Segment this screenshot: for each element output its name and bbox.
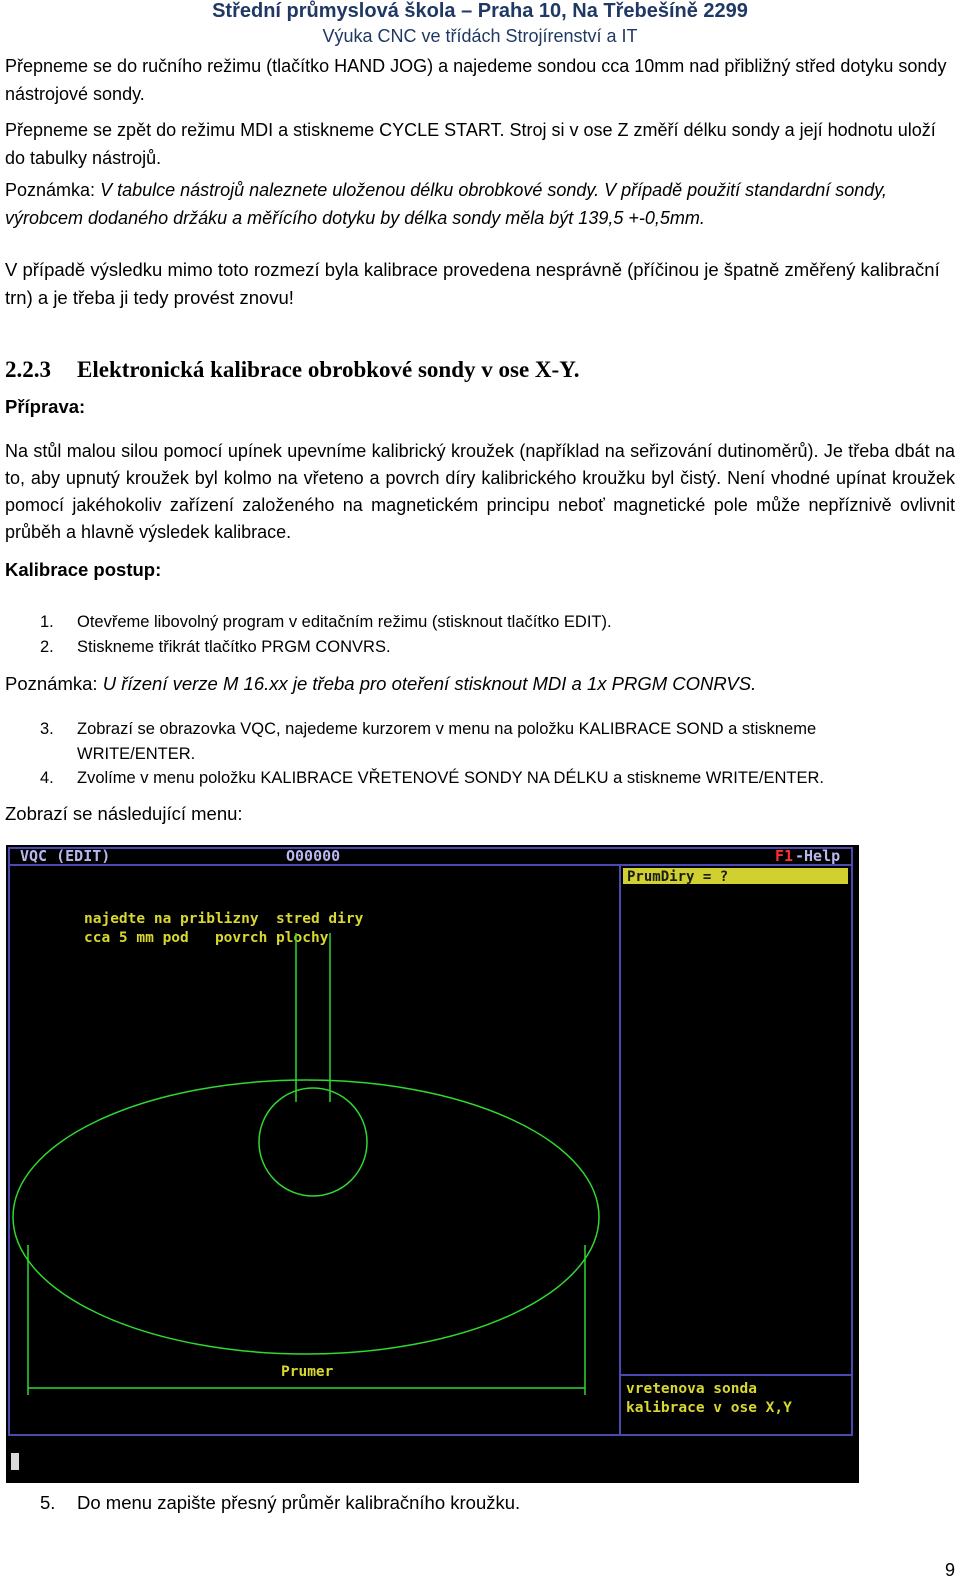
prep-heading: Příprava: — [5, 396, 86, 417]
menu-intro: Zobrazí se následující menu: — [5, 803, 243, 824]
list-item — [40, 1490, 930, 1515]
procedure-heading: Kalibrace postup: — [5, 559, 162, 580]
list-number: 4. — [40, 769, 54, 787]
instruction-line-2: cca 5 mm pod povrch plochy — [84, 930, 329, 946]
list-text: Zobrazí se obrazovka VQC, najedeme kurzorem v menu na položku KALIBRACE SOND a stiskneme WRITE/ENTER. — [77, 720, 817, 763]
info-line-2: kalibrace v ose X,Y — [626, 1400, 792, 1416]
list-number: 3. — [40, 720, 54, 738]
list-text: Stiskneme třikrát tlačítko PRGM CONVRS. — [77, 638, 391, 656]
dimension-label: Prumer — [281, 1364, 334, 1380]
program-number: O00000 — [286, 847, 341, 865]
section-title: Elektronická kalibrace obrobkové sondy v ose X-Y. — [77, 357, 580, 382]
help-key: F1 — [775, 847, 794, 865]
help-label: -Help — [795, 847, 841, 865]
paragraph-hand-jog: Přepneme se do ručního režimu (tlačítko HAND JOG) a najedeme sondou cca 10mm nad přibližný střed dotyku sondy nástrojové sondy. — [5, 56, 947, 104]
list-text: Do menu zapište přesný průměr kalibračního kroužku. — [77, 1492, 521, 1513]
school-header: Střední průmyslová škola – Praha 10, Na Třebešíně 2299 — [212, 0, 748, 22]
note-version — [5, 670, 955, 698]
list-item — [40, 635, 930, 660]
note-label: Poznámka: — [5, 673, 98, 694]
page-number: 9 — [944, 1560, 955, 1580]
paragraph-out-of-range: V případě výsledku mimo toto rozmezí byla kalibrace provedena nesprávně (příčinou je špatně změřený kalibrační trn) a je třeba ji tedy provést znovu! — [5, 259, 940, 308]
vqc-screenshot — [6, 845, 859, 1483]
list-number: 2. — [40, 638, 54, 656]
text-cursor — [11, 1453, 19, 1470]
note-text: U řízení verze M 16.xx je třeba pro oteření stisknout MDI a 1x PRGM CONRVS. — [102, 673, 757, 694]
vqc-screen-svg — [6, 845, 859, 1483]
list-text: Otevřeme libovolný program v editačním režimu (stisknout tlačítko EDIT). — [77, 613, 612, 631]
section-number: 2.2.3 — [5, 357, 51, 382]
list-number: 1. — [40, 613, 54, 631]
list-text: Zvolíme v menu položku KALIBRACE VŘETENOVÉ SONDY NA DÉLKU a stiskneme WRITE/ENTER. — [77, 769, 824, 787]
list-number: 5. — [40, 1492, 56, 1513]
section-heading — [5, 357, 579, 383]
list-item — [40, 717, 930, 767]
instruction-line-1: najedte na priblizny stred diry — [84, 911, 364, 927]
list-item — [40, 766, 930, 791]
list-item — [40, 610, 930, 635]
course-subtitle: Výuka CNC ve třídách Strojírenství a IT — [322, 26, 638, 46]
note-probe-length — [5, 176, 955, 232]
prompt-field[interactable]: PrumDiry = ? — [627, 869, 729, 885]
note-text: V tabulce nástrojů naleznete uloženou délku obrobkové sondy. V případě použití standardní sondy, výrobcem dodaného držáku a měřícího dotyku by délka sondy měla být 139,5 +-0,5mm. — [5, 180, 887, 228]
prep-paragraph: Na stůl malou silou pomocí upínek upevníme kalibrický kroužek (například na seřizování dutinoměrů). Je třeba dbát na to, aby upnutý kroužek byl kolmo na vřeteno a povrch díry kalibrického kroužku byl čistý. Není vhodné upínat kroužek pomocí jakéhokoliv zařízení založeného na magnetickém principu neboť magnetické pole může nepříznivě ovlivnit průběh a hlavně výsledek kalibrace. — [5, 441, 955, 542]
paragraph-cycle-start: Přepneme se zpět do režimu MDI a stiskneme CYCLE START. Stroj si v ose Z změří délku sondy a její hodnotu uloží do tabulky nástrojů. — [5, 120, 936, 168]
mode-label: VQC (EDIT) — [20, 847, 111, 865]
info-line-1: vretenova sonda — [626, 1381, 757, 1397]
note-label: Poznámka: — [5, 180, 96, 200]
